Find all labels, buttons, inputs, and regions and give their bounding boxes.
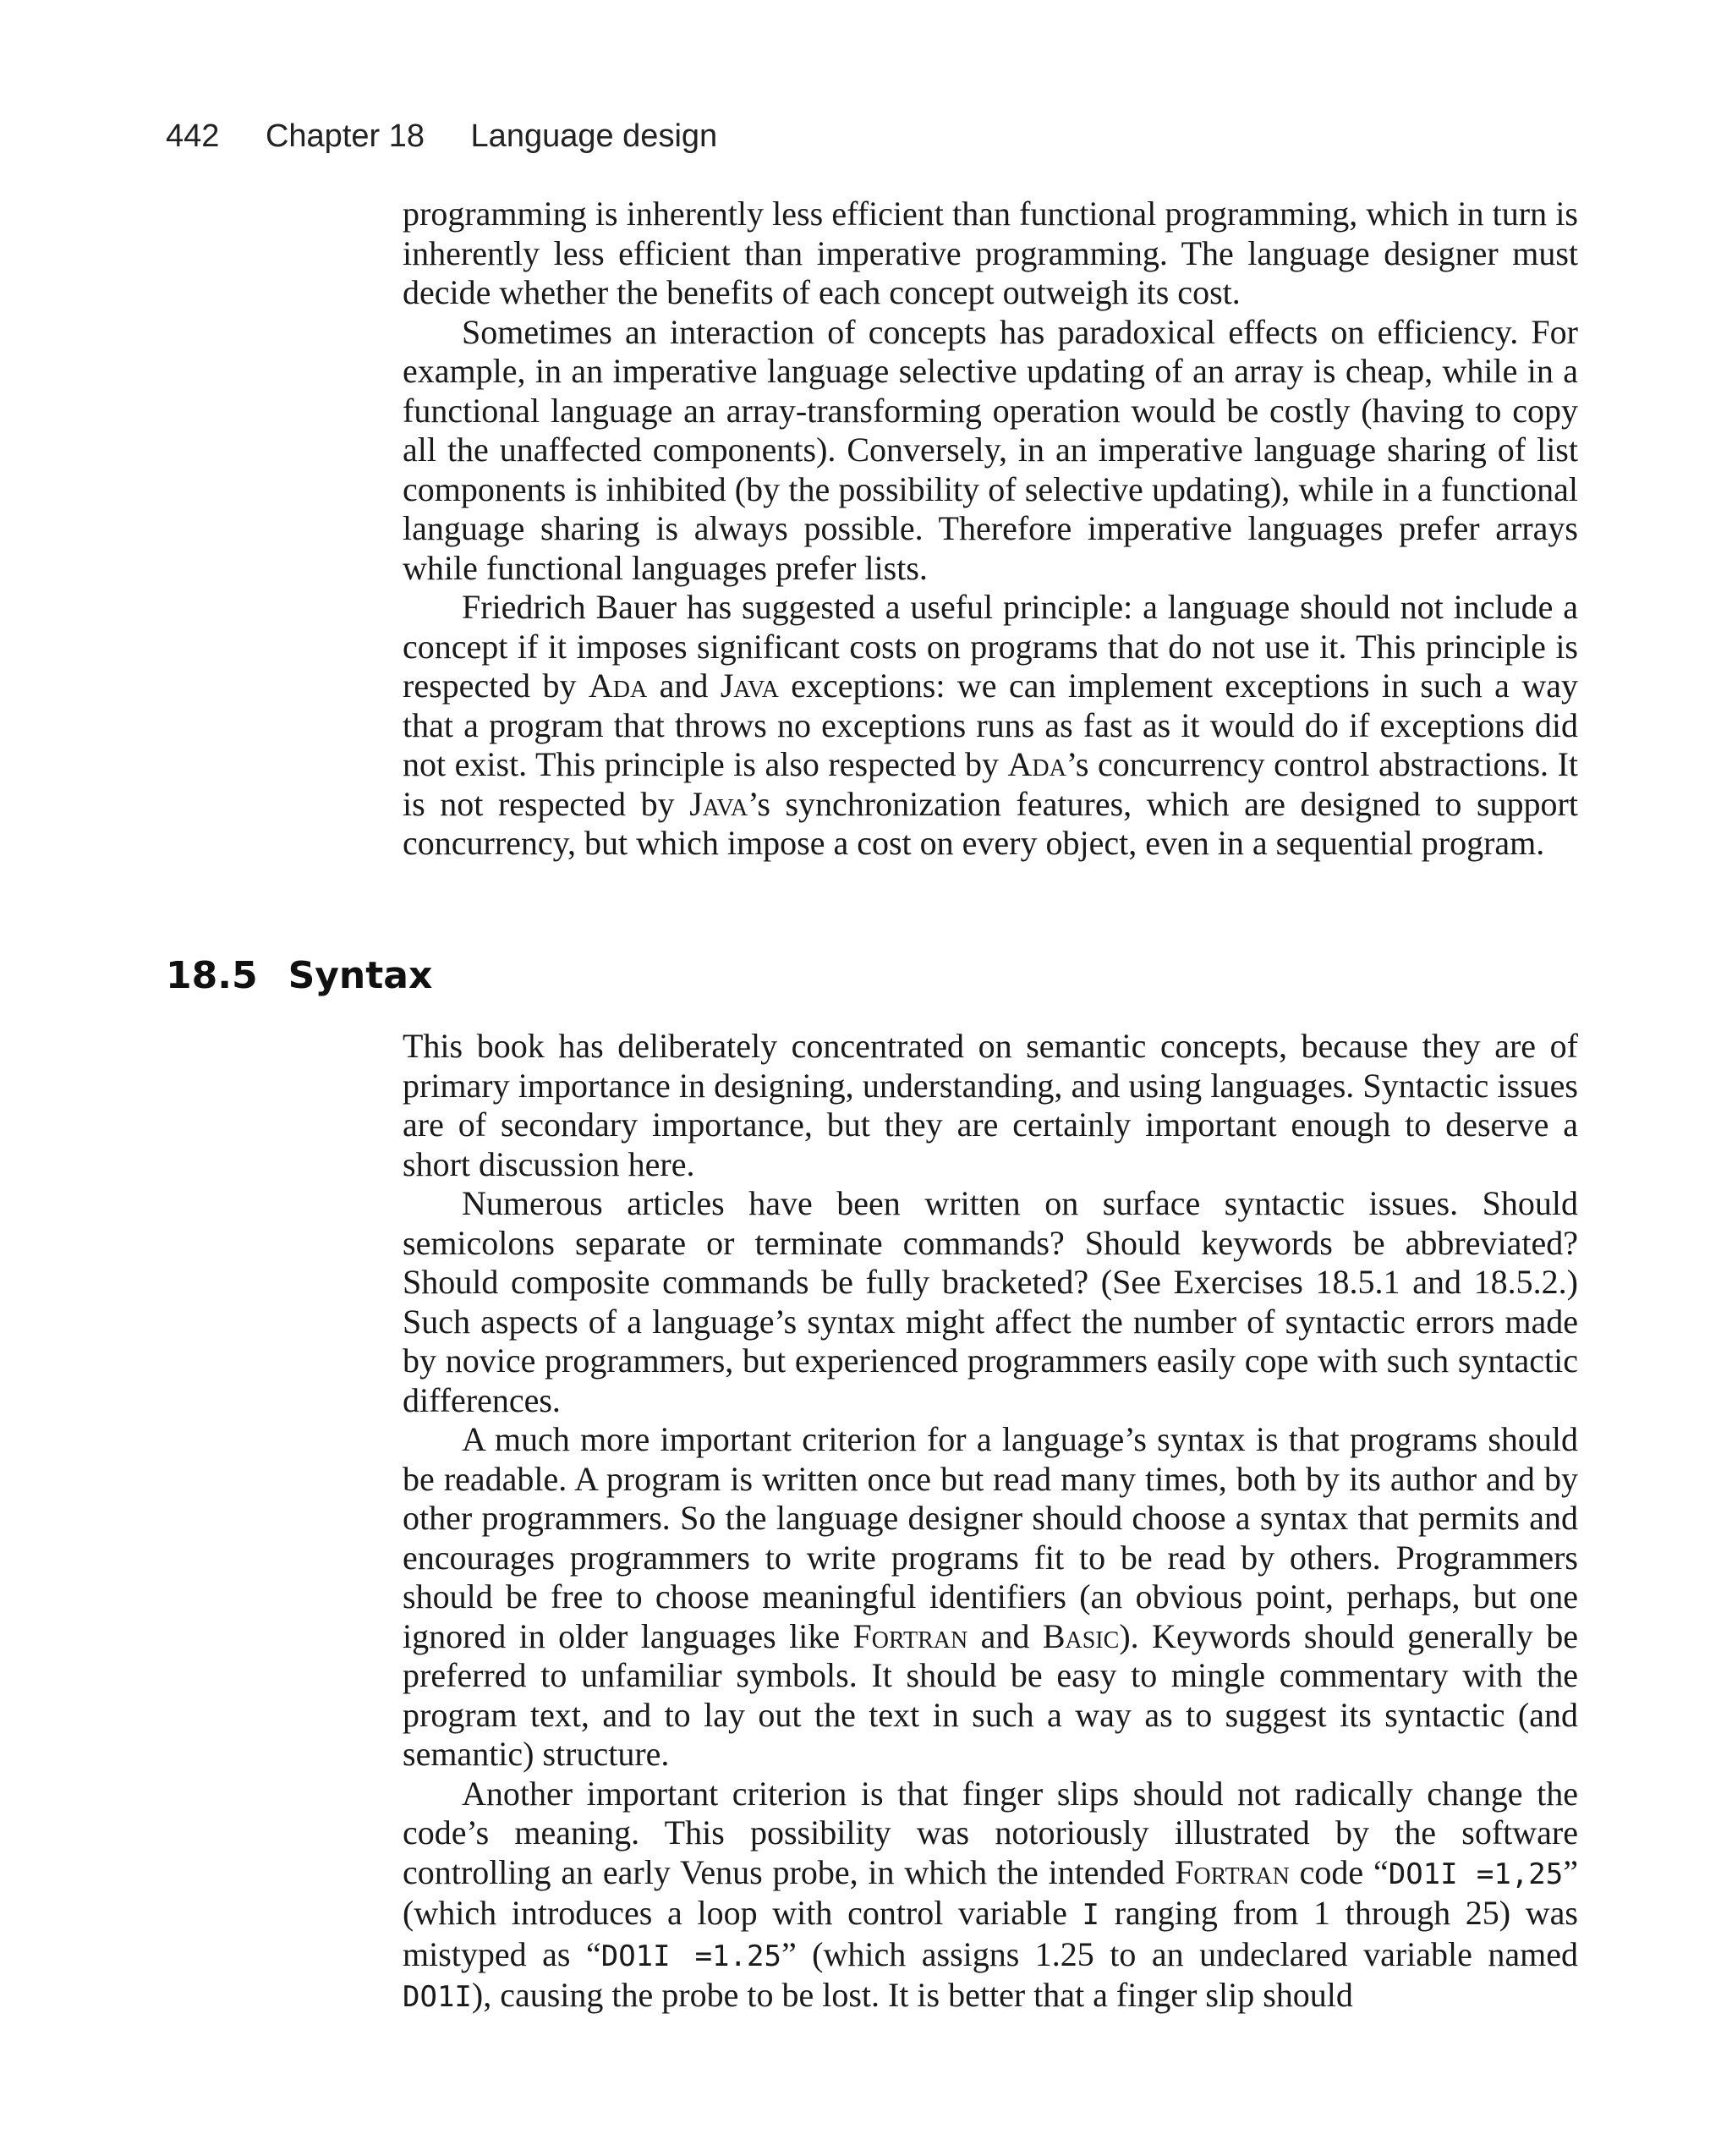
term-java: Java	[720, 667, 779, 705]
chapter-label: Chapter 18	[265, 118, 425, 154]
code-do-loop: DO1I =1,25	[1388, 1857, 1564, 1891]
paragraph-surface-syntax: Numerous articles have been written on surface syntactic issues. Should semicolons separate or terminate commands? Should keywords be abbreviated? Should composite commands be fully bracketed? (See Exercises 18.5.1 and 18.5.2.) Such aspects of a language’s syntax might affect the number of syntactic errors made by novice programmers, but experienced programmers easily cope with such syntactic differences.	[403, 1184, 1578, 1419]
term-basic: Basic	[1042, 1616, 1120, 1655]
paragraph-bauer-principle: Friedrich Bauer has suggested a useful principle: a language should not include a concept if it imposes significant costs on programs that do not use it. This principle is respected by Ada and Java exceptions: we can implement exceptions in such a way that a program that throws no exceptions runs as fast as it would do if exceptions did not exist. This principle is also respected by Ada’s concurrency control abstractions. It is not respected by Java’s synchronization features, which are designed to support concurrency, but which impose a cost on every object, even in a sequential program.	[403, 588, 1579, 862]
term-java: Java	[689, 784, 748, 823]
body-text-top	[403, 195, 1578, 864]
section-title: Syntax	[288, 954, 433, 997]
paragraph-syntax-intro: This book has deliberately concentrated on semantic concepts, because they are of primary importance in designing, understanding, and using languages. Syntactic issues are of secondary importance, but they are certainly important enough to deserve a short discussion here.	[403, 1027, 1578, 1183]
term-fortran: Fortran	[852, 1616, 968, 1655]
chapter-title: Language design	[470, 118, 718, 154]
paragraph-readability: A much more important criterion for a language’s syntax is that programs should be readable. A program is written once but read many times, both by its author and by other programmers. So the language designer should choose a syntax that permits and encourages programmers to write programs fit to be read by others. Programmers should be free to choose meaningful identifiers (an obvious point, perhaps, but one ignored in older languages like Fortran and Basic). Keywords should generally be preferred to unfamiliar symbols. It should be easy to mingle commentary with the program text, and to lay out the text in such a way as to suggest its syntactic (and semantic) structure.	[403, 1420, 1578, 1773]
code-var-i: I	[1082, 1898, 1100, 1932]
term-ada: Ada	[588, 667, 648, 705]
paragraph-efficiency-continued: programming is inherently less efficient than functional programming, which in turn is inherently less efficient than imperative programming. The language designer must decide whether the benefits of each concept outweigh its cost.	[403, 195, 1578, 311]
section-number: 18.5	[166, 954, 258, 997]
paragraph-paradoxical-effects: Sometimes an interaction of concepts has paradoxical effects on efficiency. For example, in an imperative language selective updating of an array is cheap, while in a functional language an array-transforming operation would be costly (having to copy all the unaffected components). Conversely, in an imperative language sharing of list components is inhibited (by the possibility of selective updating), while in a functional language sharing is always possible. Therefore imperative languages prefer arrays while functional languages prefer lists.	[403, 312, 1578, 587]
term-fortran: Fortran	[1175, 1852, 1290, 1891]
term-ada: Ada	[1007, 745, 1066, 783]
page-number: 442	[166, 118, 220, 154]
section-heading	[166, 954, 432, 997]
running-head	[166, 118, 717, 155]
paragraph-finger-slips: Another important criterion is that finger slips should not radically change the code’s meaning. This possibility was notoriously illustrated by the software controlling an early Venus probe, in which the intended Fortran code “DO1I =1,25” (which introduces a loop with control variable I ranging from 1 through 25) was mistyped as “DO1I =1.25” (which assigns 1.25 to an undeclared variable named DO1I), causing the probe to be lost. It is better that a finger slip should	[403, 1774, 1579, 2014]
body-text-syntax	[403, 1027, 1578, 2017]
code-mistyped: DO1I =1.25	[600, 1939, 781, 1973]
code-var-do1i: DO1I	[403, 1980, 472, 2014]
